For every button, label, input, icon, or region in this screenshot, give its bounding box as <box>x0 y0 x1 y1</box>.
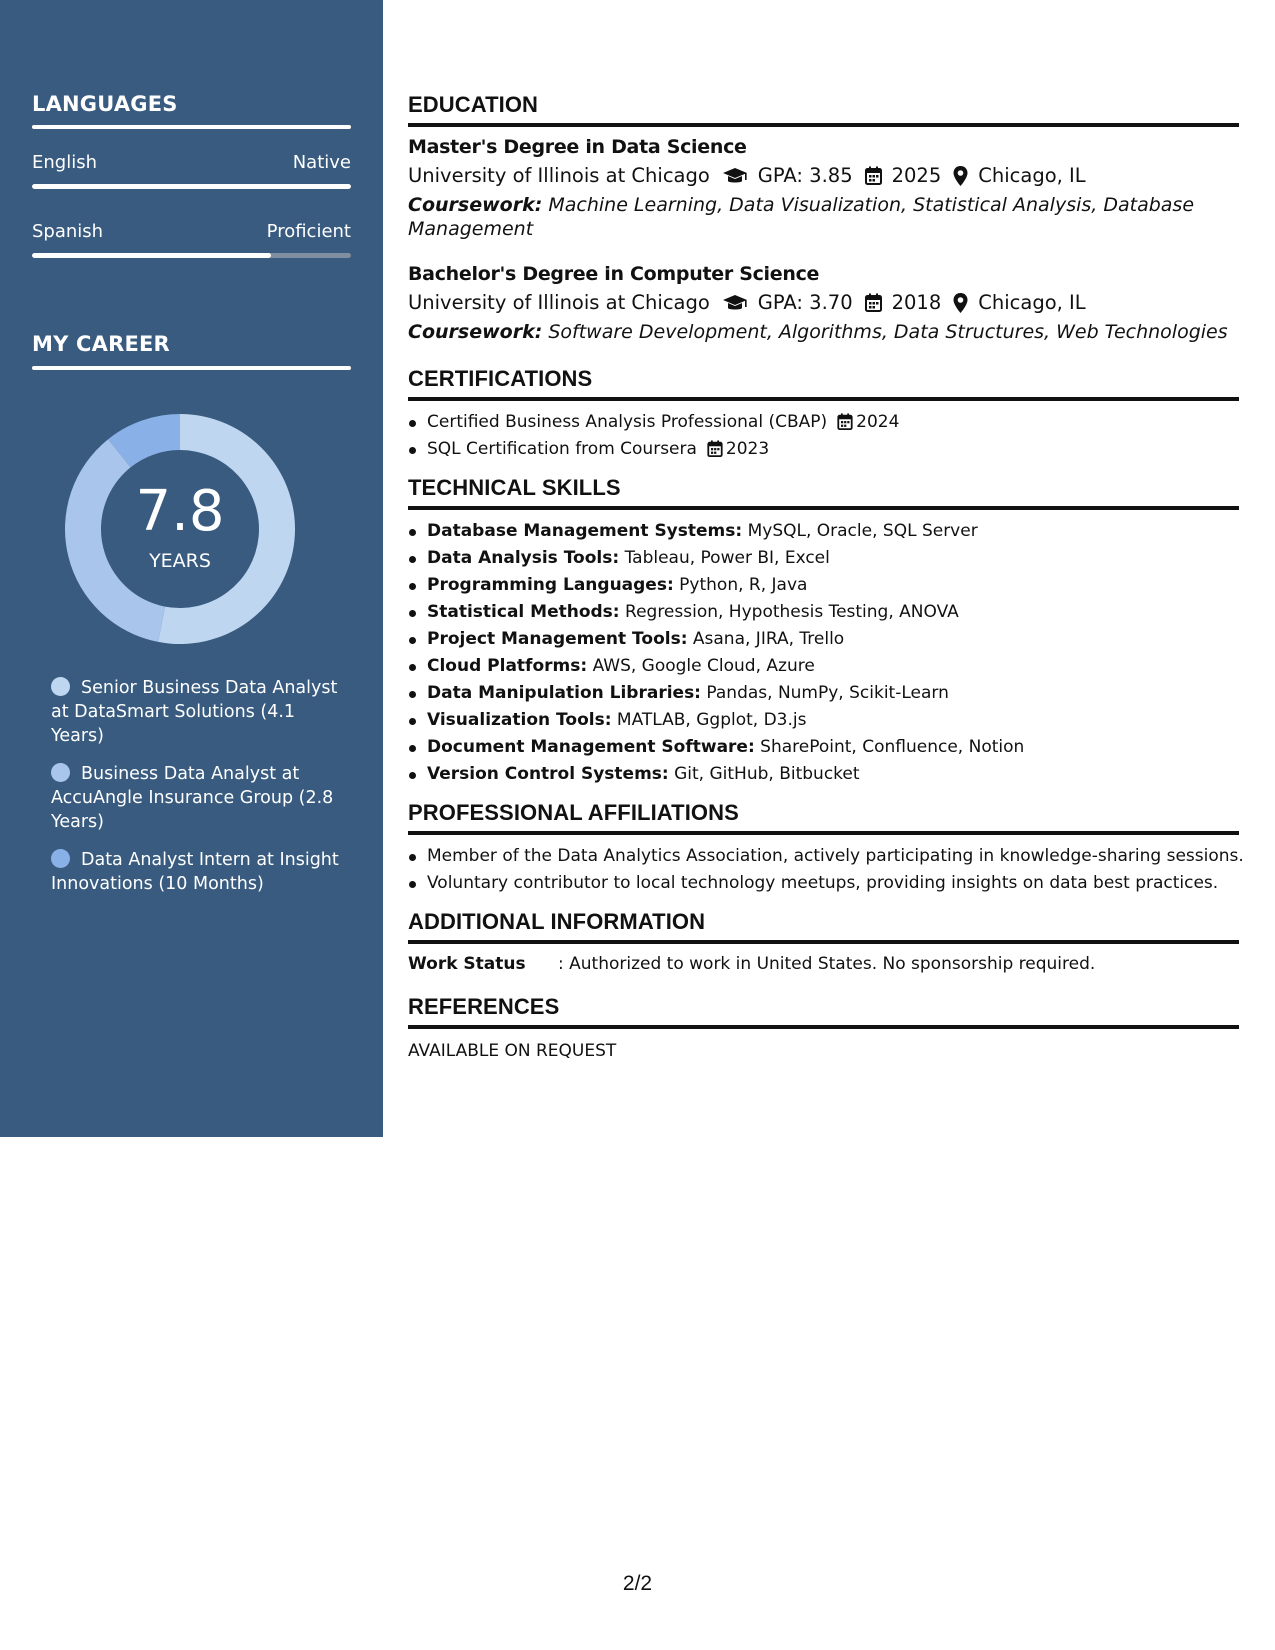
references-text: AVAILABLE ON REQUEST <box>408 1041 617 1061</box>
certification-name: Certified Business Analysis Professional (CBAP) <box>427 412 828 432</box>
career-total-years: 7.8 <box>135 479 225 544</box>
language-level: Proficient <box>266 221 351 242</box>
sidebar <box>0 0 383 1137</box>
certification-year: 2024 <box>856 412 900 432</box>
section-title: REFERENCES <box>408 994 560 1019</box>
career-item-label: Business Data Analyst at AccuAngle Insurance Group (2.8 Years) <box>51 764 334 832</box>
gpa: GPA: 3.85 <box>757 164 853 187</box>
career-dot-icon <box>51 763 70 782</box>
graduation-cap-icon <box>722 167 748 185</box>
language-spanish <box>32 221 351 242</box>
career-heading: MY CAREER <box>32 332 170 356</box>
career-item <box>51 848 341 896</box>
section-title: PROFESSIONAL AFFILIATIONS <box>408 800 739 825</box>
education-section <box>408 92 1239 344</box>
skill-item <box>408 653 1239 680</box>
skill-label: Data Analysis Tools: <box>427 548 620 568</box>
career-donut-center <box>65 414 295 644</box>
calendar-icon <box>837 413 853 430</box>
skill-item <box>408 626 1239 653</box>
coursework-label: Coursework: <box>408 194 543 216</box>
skill-label: Version Control Systems: <box>427 764 669 784</box>
coursework-text: Machine Learning, Data Visualization, Statistical Analysis, Database Management <box>408 194 1195 240</box>
career-list <box>51 676 341 910</box>
skill-label: Statistical Methods: <box>427 602 620 622</box>
main-content <box>408 92 1244 1061</box>
career-item-label: Senior Business Data Analyst at DataSmart Solutions (4.1 Years) <box>51 678 338 746</box>
skill-label: Document Management Software: <box>427 737 755 757</box>
school-name: University of Illinois at Chicago <box>408 164 710 187</box>
section-title: CERTIFICATIONS <box>408 366 593 391</box>
skill-label: Project Management Tools: <box>427 629 688 649</box>
skill-item <box>408 545 1239 572</box>
skill-value: Asana, JIRA, Trello <box>692 629 845 649</box>
location-pin-icon <box>953 293 968 313</box>
skills-section <box>408 475 1239 788</box>
certification-item <box>408 436 1239 463</box>
language-bar-english <box>32 184 351 189</box>
skill-label: Database Management Systems: <box>427 521 743 541</box>
graduation-year: 2025 <box>891 164 942 187</box>
language-level: Native <box>292 152 351 173</box>
certifications-list <box>408 409 1239 463</box>
degree-title: Bachelor's Degree in Computer Science <box>408 263 820 285</box>
certification-year: 2023 <box>725 439 770 459</box>
skill-item <box>408 599 1239 626</box>
certification-name: SQL Certification from Coursera <box>427 439 697 459</box>
career-donut-chart <box>65 414 295 644</box>
degree-title: Master's Degree in Data Science <box>408 136 747 158</box>
skill-value: Git, GitHub, Bitbucket <box>674 764 860 784</box>
section-rule <box>408 831 1239 835</box>
career-item-label: Data Analyst Intern at Insight Innovations (10 Months) <box>51 850 339 894</box>
references-section <box>408 994 1239 1061</box>
section-rule <box>408 123 1239 127</box>
location: Chicago, IL <box>978 164 1086 187</box>
language-english <box>32 152 351 173</box>
language-name: Spanish <box>32 221 104 242</box>
section-rule <box>408 506 1239 510</box>
section-title: ADDITIONAL INFORMATION <box>408 909 706 934</box>
skill-item <box>408 572 1239 599</box>
section-rule <box>408 940 1239 944</box>
skill-item <box>408 680 1239 707</box>
skill-label: Visualization Tools: <box>427 710 612 730</box>
skill-value: SharePoint, Confluence, Notion <box>760 737 1025 757</box>
calendar-icon <box>865 293 882 312</box>
languages-heading: LANGUAGES <box>32 92 178 116</box>
affiliations-section <box>408 800 1244 897</box>
work-status-value: : Authorized to work in United States. No sponsorship required. <box>558 954 1096 974</box>
coursework <box>408 320 1239 344</box>
school-name: University of Illinois at Chicago <box>408 291 710 314</box>
skill-label: Programming Languages: <box>427 575 674 595</box>
career-rule <box>32 366 351 370</box>
language-bar-fill <box>32 184 351 189</box>
skills-list <box>408 518 1239 788</box>
work-status-label: Work Status <box>408 954 526 974</box>
skill-value: MySQL, Oracle, SQL Server <box>747 521 978 541</box>
skill-value: Regression, Hypothesis Testing, ANOVA <box>625 602 959 622</box>
language-name: English <box>32 152 97 173</box>
location: Chicago, IL <box>978 291 1086 314</box>
career-dot-icon <box>51 677 70 696</box>
career-item <box>51 676 341 748</box>
coursework <box>408 193 1239 241</box>
gpa: GPA: 3.70 <box>757 291 853 314</box>
graduation-year: 2018 <box>891 291 942 314</box>
section-title: EDUCATION <box>408 92 539 117</box>
coursework-label: Coursework: <box>408 321 543 343</box>
page-number: 2/2 <box>622 1572 653 1595</box>
skill-item <box>408 707 1239 734</box>
calendar-icon <box>707 440 723 457</box>
language-bar-spanish <box>32 253 351 258</box>
graduation-cap-icon <box>722 294 748 312</box>
career-dot-icon <box>51 849 70 868</box>
skill-label: Data Manipulation Libraries: <box>427 683 701 703</box>
calendar-icon <box>865 166 882 185</box>
skill-value: Pandas, NumPy, Scikit-Learn <box>706 683 949 703</box>
languages-rule <box>32 125 351 129</box>
skill-item <box>408 761 1239 788</box>
education-details <box>408 164 1239 187</box>
work-status-row <box>408 954 1239 978</box>
certification-item <box>408 409 1239 436</box>
section-rule <box>408 1025 1239 1029</box>
section-rule <box>408 397 1239 401</box>
affiliations-list <box>408 843 1244 897</box>
language-bar-fill <box>32 253 271 258</box>
skill-value: MATLAB, Ggplot, D3.js <box>616 710 807 730</box>
affiliation-item: Member of the Data Analytics Association, actively participating in knowledge-sharing sessions. <box>408 843 1239 870</box>
skill-value: Tableau, Power BI, Excel <box>624 548 830 568</box>
skill-item <box>408 518 1239 545</box>
skill-label: Cloud Platforms: <box>427 656 588 676</box>
skill-item <box>408 734 1239 761</box>
skill-value: AWS, Google Cloud, Azure <box>592 656 815 676</box>
skill-value: Python, R, Java <box>679 575 808 595</box>
career-item <box>51 762 341 834</box>
coursework-text: Software Development, Algorithms, Data Structures, Web Technologies <box>548 321 1228 343</box>
certifications-section <box>408 366 1239 463</box>
additional-info-section <box>408 909 1239 978</box>
location-pin-icon <box>953 166 968 186</box>
career-years-label: YEARS <box>149 550 211 572</box>
affiliation-item: Voluntary contributor to local technology meetups, providing insights on data best practices. <box>408 870 1239 897</box>
section-title: TECHNICAL SKILLS <box>408 475 621 500</box>
education-details <box>408 291 1239 314</box>
